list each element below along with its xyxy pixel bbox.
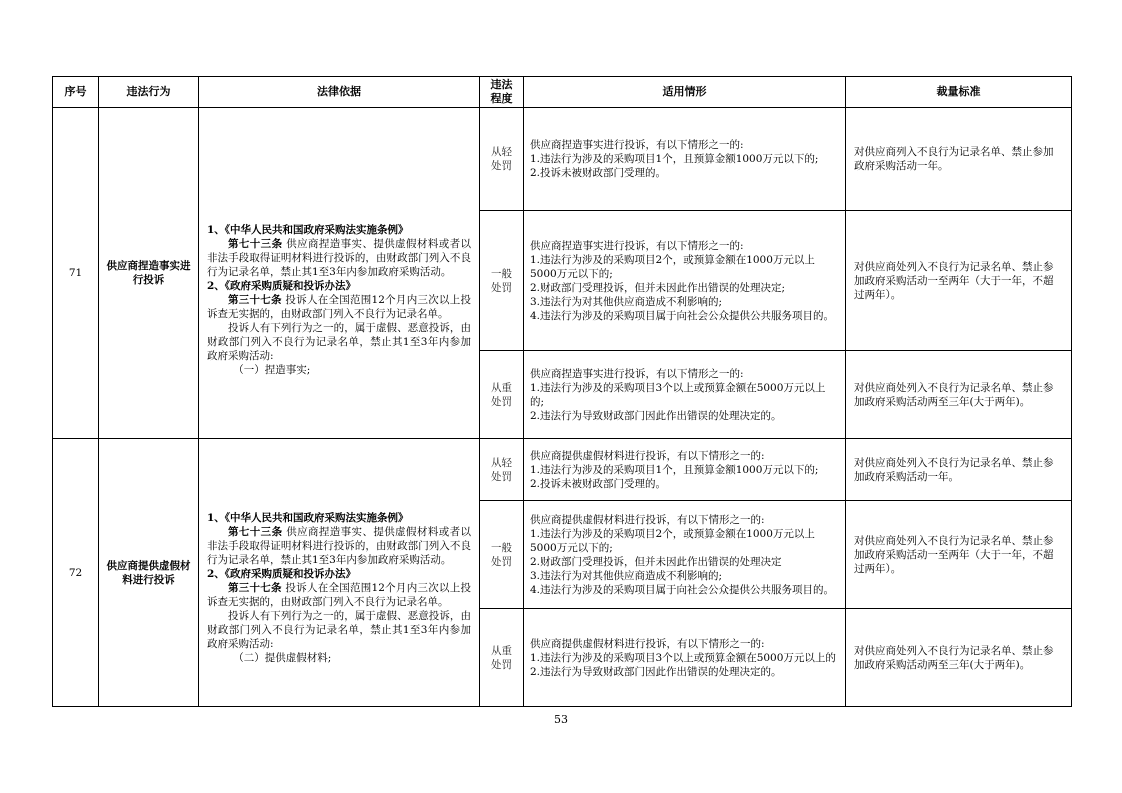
situation-text: 供应商提供虚假材料进行投诉，有以下情形之一的: 1.违法行为涉及的采购项目3个以上或预算金额在5000万元以上的 2.违法行为导致财政部门因此作出错误的处理决定的。 [524,609,846,707]
violation-act: 供应商提供虚假材料进行投诉 [99,439,199,707]
article-text: 供应商捏造事实、提供虚假材料或者以非法手段取得证明材料进行投诉的，由财政部门列入不良行为记录名单，禁止其1至3年内参加政府采购活动。 [207,525,471,566]
legal-basis [199,108,480,439]
basis-title-1: 1、《中华人民共和国政府采购法实施条例》 [207,224,409,236]
article-text: 投诉人在全国范围12个月内三次以上投诉查无实据的，由财政部门列入不良行为记录名单。 [207,581,472,608]
article-heading: 第七十三条 [228,525,283,538]
article-heading: 第三十七条 [228,581,282,594]
row-number: 71 [53,108,99,439]
table-row [53,439,1072,501]
degree-light: 从轻处罚 [480,108,524,211]
header-standard: 裁量标准 [846,77,1072,108]
standard-text: 对供应商处列入不良行为记录名单、禁止参加政府采购活动一至两年（大于一年，不超过两年）。 [846,501,1072,609]
degree-normal: 一般处罚 [480,211,524,351]
header-no: 序号 [53,77,99,108]
degree-light: 从轻处罚 [480,439,524,501]
situation-text: 供应商提供虚假材料进行投诉，有以下情形之一的: 1.违法行为涉及的采购项目1个，且预算金额1000万元以下的; 2.投诉未被财政部门受理的。 [524,439,846,501]
penalty-table [52,76,1072,707]
degree-normal: 一般处罚 [480,501,524,609]
article-heading: 第三十七条 [228,294,282,306]
basis-item: （一）捏造事实; [233,364,311,376]
standard-text: 对供应商列入不良行为记录名单、禁止参加政府采购活动一年。 [846,108,1072,211]
standard-text: 对供应商处列入不良行为记录名单、禁止参加政府采购活动一至两年（大于一年，不超过两年）。 [846,211,1072,351]
situation-text: 供应商捏造事实进行投诉，有以下情形之一的: 1.违法行为涉及的采购项目3个以上或预算金额在5000万元以上的; 2.违法行为导致财政部门因此作出错误的处理决定的。 [524,351,846,439]
article-text: 投诉人在全国范围12个月内三次以上投诉查无实据的，由财政部门列入不良行为记录名单。 [207,294,472,320]
basis-paragraph: 投诉人有下列行为之一的，属于虚假、恶意投诉，由财政部门列入不良行为记录名单，禁止其1至3年内参加政府采购活动: [207,609,471,650]
table-header-row [53,77,1072,108]
basis-item: （二）提供虚假材料; [233,651,332,664]
basis-title-1: 1、《中华人民共和国政府采购法实施条例》 [207,511,409,524]
violation-act: 供应商捏造事实进行投诉 [99,108,199,439]
legal-basis [199,439,480,707]
degree-heavy: 从重处罚 [480,351,524,439]
standard-text: 对供应商处列入不良行为记录名单、禁止参加政府采购活动两至三年(大于两年)。 [846,609,1072,707]
header-basis: 法律依据 [199,77,480,108]
table-row [53,108,1072,211]
standard-text: 对供应商处列入不良行为记录名单、禁止参加政府采购活动两至三年(大于两年)。 [846,351,1072,439]
row-number: 72 [53,439,99,707]
degree-heavy: 从重处罚 [480,609,524,707]
page-number: 53 [554,713,568,726]
situation-text: 供应商捏造事实进行投诉，有以下情形之一的: 1.违法行为涉及的采购项目2个，或预算金额在1000万元以上5000万元以下的; 2.财政部门受理投诉，但并未因此作出错误的处理决定; 3.违法行为对其他供应商造成不利影响的; 4.违法行为涉及的采购项目属于向社会公众提供公共服务项目的。 [524,211,846,351]
basis-title-2: 2、《政府采购质疑和投诉办法》 [207,280,357,292]
basis-paragraph: 投诉人有下列行为之一的，属于虚假、恶意投诉，由财政部门列入不良行为记录名单，禁止其1至3年内参加政府采购活动: [207,322,471,362]
article-text: 供应商捏造事实、提供虚假材料或者以非法手段取得证明材料进行投诉的，由财政部门列入不良行为记录名单，禁止其1至3年内参加政府采购活动。 [207,238,471,278]
situation-text: 供应商捏造事实进行投诉，有以下情形之一的: 1.违法行为涉及的采购项目1个，且预算金额1000万元以下的; 2.投诉未被财政部门受理的。 [524,108,846,211]
header-act: 违法行为 [99,77,199,108]
article-heading: 第七十三条 [228,238,283,250]
header-situation: 适用情形 [524,77,846,108]
situation-text: 供应商提供虚假材料进行投诉，有以下情形之一的: 1.违法行为涉及的采购项目2个，或预算金额在1000万元以上5000万元以下的; 2.财政部门受理投诉，但并未因此作出错误的处理决定 3.违法行为对其他供应商造成不利影响的; 4.违法行为涉及的采购项目属于向社会公众提供公共服务项目的。 [524,501,846,609]
standard-text: 对供应商处列入不良行为记录名单、禁止参加政府采购活动一年。 [846,439,1072,501]
basis-title-2: 2、《政府采购质疑和投诉办法》 [207,567,357,580]
header-degree: 违法程度 [480,77,524,108]
